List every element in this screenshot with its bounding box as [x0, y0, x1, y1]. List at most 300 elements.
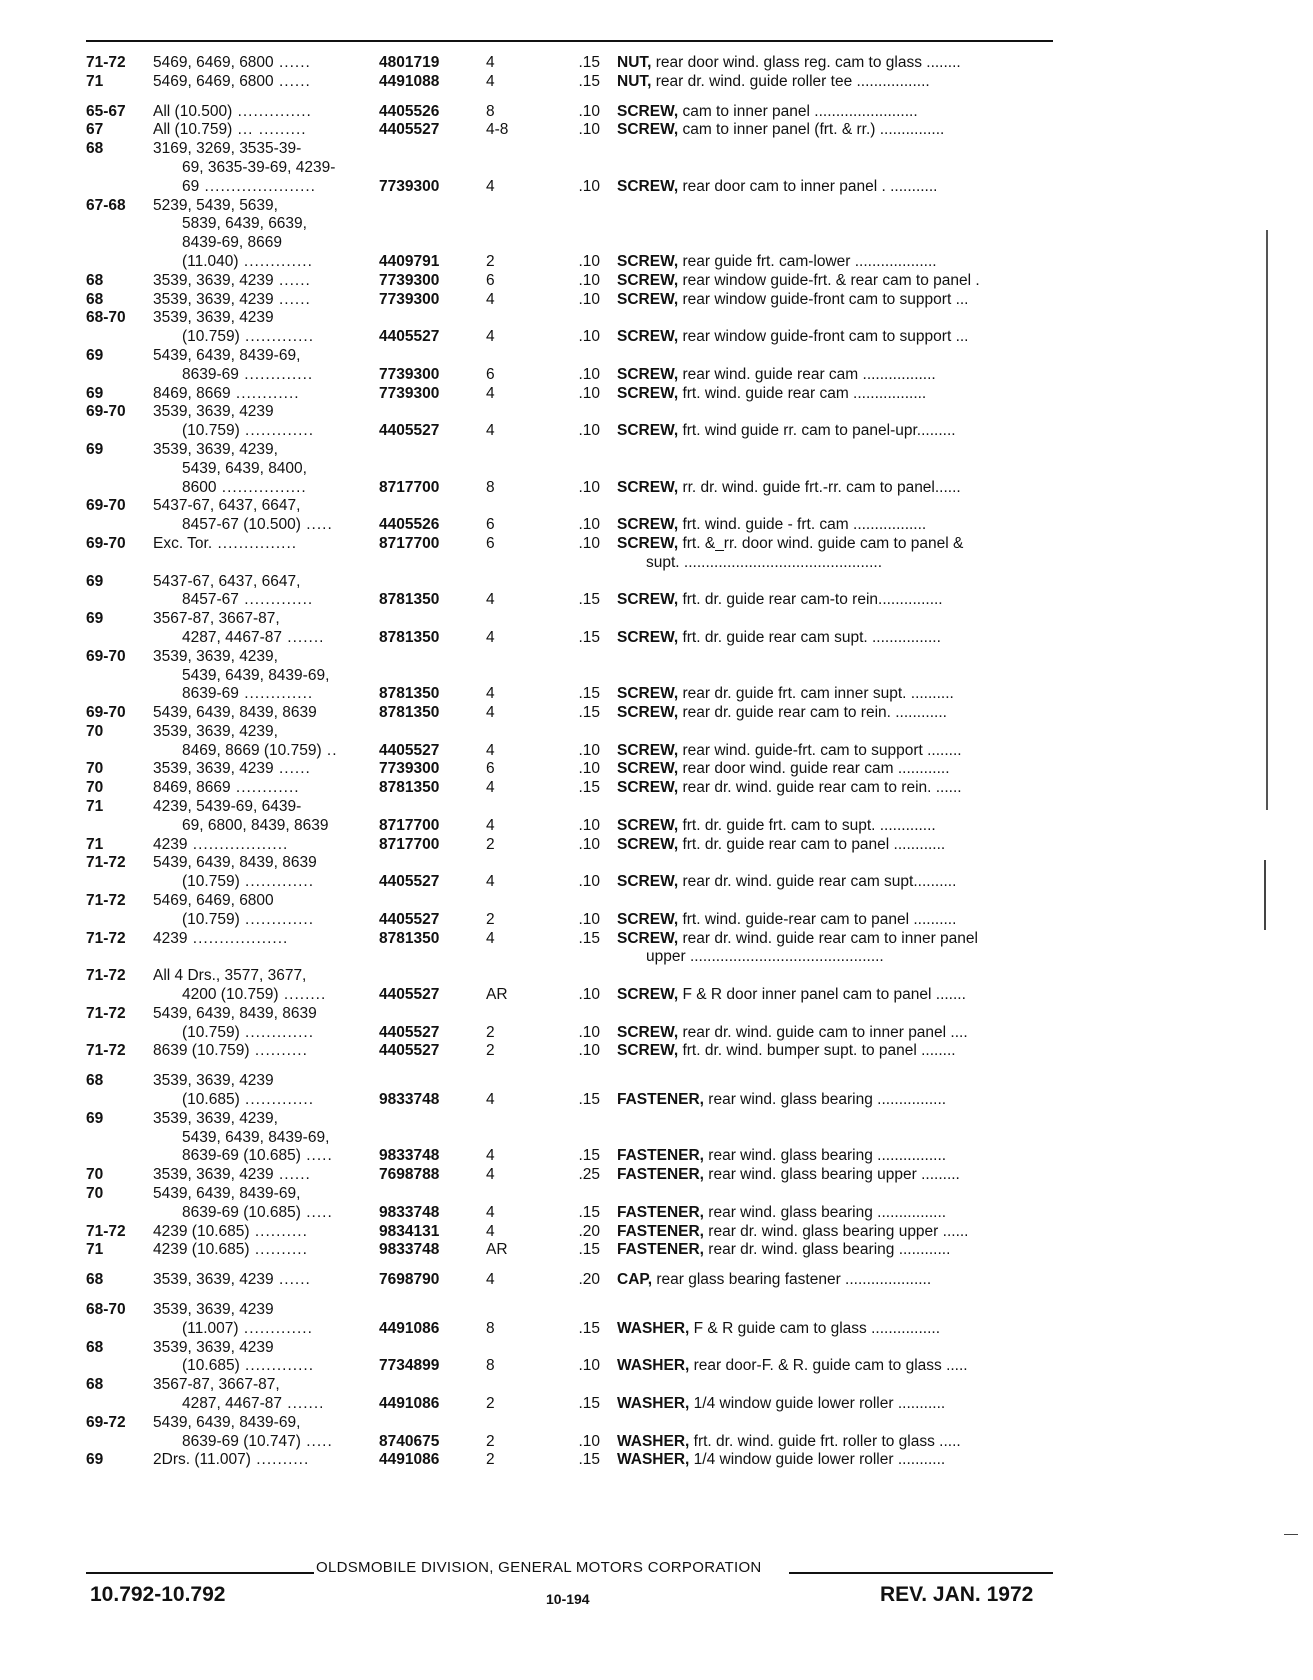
model-numbers — [182, 328, 314, 347]
part-number: 7734899 — [379, 1357, 440, 1375]
part-number: 4405526 — [379, 102, 440, 120]
part-description — [617, 1433, 961, 1452]
part-name: SCREW, — [617, 986, 679, 1004]
part-description — [617, 836, 945, 855]
leader-dots: ............. — [238, 591, 314, 609]
labor-hours: .15 — [578, 779, 600, 797]
part-description — [617, 1042, 956, 1061]
part-description-text: rear glass bearing fastener .................... — [652, 1271, 932, 1289]
model-numbers-text: 3539, 3639, 4239 — [153, 1271, 274, 1289]
part-description — [617, 1024, 968, 1043]
parts-row — [86, 817, 1056, 836]
parts-row — [86, 1024, 1056, 1043]
part-name: WASHER, — [617, 1432, 690, 1450]
model-numbers — [182, 253, 313, 272]
part-description-text: frt. &_rr. door wind. guide cam to panel & — [678, 534, 964, 552]
parts-row — [86, 892, 1056, 911]
part-name: SCREW, — [617, 121, 679, 139]
part-description-text: frt. wind. guide rear cam ................. — [678, 384, 927, 402]
model-numbers — [153, 648, 278, 667]
part-number: 4405527 — [379, 741, 440, 759]
model-numbers — [182, 1395, 324, 1414]
labor-hours: .10 — [578, 816, 600, 834]
part-description — [617, 54, 961, 73]
part-number: 7739300 — [379, 365, 440, 383]
parts-row — [86, 1414, 1056, 1433]
leader-dots: ................ — [216, 478, 307, 496]
part-description — [617, 121, 944, 140]
part-number: 4405527 — [379, 986, 440, 1004]
labor-hours: .20 — [578, 1271, 600, 1289]
parts-row — [86, 1241, 1056, 1260]
footer-rule-right — [789, 1572, 1053, 1574]
quantity: 4 — [486, 929, 495, 947]
quantity: 4 — [486, 591, 495, 609]
parts-row — [86, 1433, 1056, 1452]
leader-dots: .................. — [187, 929, 289, 947]
parts-row — [86, 948, 1056, 967]
parts-row — [86, 1185, 1056, 1204]
labor-hours: .10 — [578, 384, 600, 402]
model-numbers — [153, 704, 317, 723]
part-number: 8781350 — [379, 704, 440, 722]
model-numbers — [153, 403, 274, 422]
quantity: 4 — [486, 54, 495, 71]
part-name: SCREW, — [617, 384, 679, 402]
model-numbers-text: 5437-67, 6437, 6647, — [153, 497, 301, 515]
parts-row — [86, 610, 1056, 629]
model-numbers-text: 3539, 3639, 4239 — [153, 1166, 274, 1184]
labor-hours: .10 — [578, 516, 600, 534]
model-year: 71-72 — [86, 929, 126, 947]
parts-row — [86, 854, 1056, 873]
model-numbers-text: 3539, 3639, 4239, — [153, 440, 278, 458]
model-year: 71-72 — [86, 892, 126, 910]
part-description — [617, 742, 962, 761]
model-numbers — [153, 309, 274, 328]
parts-row — [86, 930, 1056, 949]
model-numbers — [153, 1339, 274, 1358]
labor-hours: .15 — [578, 929, 600, 947]
parts-row — [86, 234, 1056, 253]
labor-hours: .25 — [578, 1166, 600, 1184]
part-name: SCREW, — [617, 328, 679, 346]
model-numbers — [153, 1414, 300, 1433]
model-numbers — [182, 1024, 314, 1043]
model-numbers — [153, 1223, 308, 1242]
part-number: 4405527 — [379, 422, 440, 440]
model-numbers — [153, 140, 301, 159]
quantity: 4 — [486, 422, 495, 440]
leader-dots: .......... — [249, 1042, 308, 1060]
quantity: 8 — [486, 1357, 495, 1375]
model-numbers — [182, 1129, 329, 1148]
part-description-text: rear wind. glass bearing ................ — [703, 1091, 947, 1109]
model-numbers-text: 5439, 6439, 8439-69, — [153, 346, 301, 364]
leader-dots: ..................... — [199, 177, 316, 195]
part-description-text: rear dr. wind. glass bearing ............ — [703, 1241, 951, 1259]
part-name: SCREW, — [617, 102, 679, 120]
labor-hours: .10 — [578, 328, 600, 346]
model-numbers-text: 5439, 6439, 8439-69, — [182, 666, 330, 684]
model-year: 69-70 — [86, 704, 126, 722]
part-name: SCREW, — [617, 685, 679, 703]
labor-hours: .20 — [578, 1222, 600, 1240]
part-name: FASTENER, — [617, 1241, 704, 1259]
part-description-text: rear door cam to inner panel . ........... — [678, 177, 938, 195]
parts-row — [86, 497, 1056, 516]
quantity: 4 — [486, 704, 495, 722]
part-description-text: rear wind. glass bearing ................ — [703, 1147, 947, 1165]
model-numbers-text: 69, 6800, 8439, 8639 — [182, 816, 329, 834]
parts-row — [86, 742, 1056, 761]
quantity: 4 — [486, 1271, 495, 1289]
quantity: 4 — [486, 384, 495, 402]
parts-row — [86, 309, 1056, 328]
model-year: 70 — [86, 760, 104, 778]
model-numbers-text: 3539, 3639, 4239, — [153, 722, 278, 740]
model-year: 68 — [86, 290, 104, 308]
parts-row — [86, 723, 1056, 742]
part-description — [617, 328, 969, 347]
parts-row — [86, 403, 1056, 422]
part-description-text: F & R door inner panel cam to panel ....... — [678, 986, 966, 1004]
part-description — [617, 704, 947, 723]
part-description-text: rear window guide-front cam to support ... — [678, 328, 969, 346]
part-number: 8740675 — [379, 1432, 440, 1450]
part-number: 9833748 — [379, 1091, 440, 1109]
part-description — [617, 1320, 940, 1339]
model-numbers — [182, 1091, 314, 1110]
footer-revision: REV. JAN. 1972 — [880, 1583, 1034, 1606]
part-name: FASTENER, — [617, 1166, 704, 1184]
model-year: 71-72 — [86, 854, 126, 872]
part-description-text: rear dr. wind. guide rear cam supt.......... — [678, 873, 957, 891]
part-name: SCREW, — [617, 478, 679, 496]
quantity: AR — [486, 1241, 508, 1259]
model-year: 69-70 — [86, 647, 126, 665]
parts-row — [86, 197, 1056, 216]
model-numbers-text: 69, 3635-39-69, 4239- — [182, 158, 336, 176]
quantity: 6 — [486, 534, 495, 552]
part-number: 7739300 — [379, 760, 440, 778]
model-year: 69-70 — [86, 497, 126, 515]
model-numbers — [153, 1042, 308, 1061]
leader-dots: .......... — [249, 1222, 308, 1240]
part-number: 7739300 — [379, 384, 440, 402]
model-numbers-text: 8639-69 (10.685) — [182, 1203, 301, 1221]
parts-row — [86, 291, 1056, 310]
parts-row — [86, 1166, 1056, 1185]
part-number: 4405526 — [379, 516, 440, 534]
model-year: 69 — [86, 1109, 104, 1127]
parts-row — [86, 1129, 1056, 1148]
model-numbers — [153, 535, 297, 554]
leader-dots: ..... — [300, 1203, 333, 1221]
leader-dots: ............... — [212, 534, 298, 552]
part-description — [617, 930, 978, 949]
part-description-text: rear dr. wind. guide rear cam to inner panel — [678, 929, 978, 947]
parts-row — [86, 121, 1056, 140]
model-numbers — [153, 272, 311, 291]
part-description — [617, 272, 980, 291]
part-description-text: rear dr. wind. guide rear cam to rein. ...... — [678, 779, 962, 797]
model-numbers-text: 4239 — [153, 835, 188, 853]
model-numbers-text: (10.759) — [182, 873, 240, 891]
model-numbers-text: Exc. Tor. — [153, 534, 213, 552]
part-number: 9833748 — [379, 1203, 440, 1221]
leader-dots: ........ — [278, 986, 327, 1004]
leader-dots: .............. — [232, 102, 312, 120]
quantity: 8 — [486, 1319, 495, 1337]
model-numbers — [153, 967, 306, 986]
part-description — [617, 535, 963, 554]
part-number: 4491086 — [379, 1319, 440, 1337]
part-description-text: 1/4 window guide lower roller ........... — [689, 1451, 946, 1469]
model-numbers-text: 8639-69 (10.747) — [182, 1432, 301, 1450]
part-number: 8717700 — [379, 835, 440, 853]
model-year: 68-70 — [86, 309, 126, 327]
part-description-text: frt. wind guide rr. cam to panel-upr......... — [678, 422, 956, 440]
labor-hours: .15 — [578, 1241, 600, 1259]
model-numbers — [182, 516, 333, 535]
part-description-text: frt. wind. guide - frt. cam ................. — [678, 516, 927, 534]
model-numbers-text: 5439, 6439, 8439-69, — [153, 1185, 301, 1203]
model-numbers-text: 3539, 3639, 4239 — [153, 403, 274, 421]
part-description — [617, 1357, 968, 1376]
leader-dots: ... ......... — [232, 121, 307, 139]
parts-row — [86, 422, 1056, 441]
labor-hours: .10 — [578, 835, 600, 853]
part-description-text: rear dr. guide frt. cam inner supt. .......... — [678, 685, 954, 703]
model-numbers — [182, 986, 326, 1005]
footer-rule-left — [86, 1572, 314, 1574]
part-description — [617, 422, 956, 441]
leader-dots: ...... — [273, 271, 311, 289]
quantity: 4 — [486, 72, 495, 90]
model-numbers — [182, 1204, 333, 1223]
model-numbers — [153, 1376, 280, 1395]
model-numbers — [182, 234, 282, 253]
parts-row — [86, 272, 1056, 291]
model-year: 67 — [86, 121, 104, 139]
labor-hours: .10 — [578, 102, 600, 120]
part-number: 8717700 — [379, 534, 440, 552]
labor-hours: .10 — [578, 271, 600, 289]
part-description-text: upper ............................................. — [646, 948, 884, 966]
part-number: 4405527 — [379, 1042, 440, 1060]
labor-hours: .10 — [578, 422, 600, 440]
model-numbers — [153, 798, 301, 817]
part-number: 8781350 — [379, 685, 440, 703]
part-description-text: rear wind. guide-frt. cam to support ........ — [678, 741, 962, 759]
labor-hours: .10 — [578, 760, 600, 778]
model-numbers — [153, 197, 278, 216]
part-name: FASTENER, — [617, 1091, 704, 1109]
part-description — [617, 1271, 931, 1290]
parts-row — [86, 54, 1056, 73]
parts-row — [86, 986, 1056, 1005]
leader-dots: ....... — [281, 1394, 325, 1412]
parts-row — [86, 460, 1056, 479]
part-number: 4491086 — [379, 1394, 440, 1412]
labor-hours: .15 — [578, 1203, 600, 1221]
quantity: 6 — [486, 365, 495, 383]
model-numbers — [153, 54, 311, 73]
part-number: 4405527 — [379, 910, 440, 928]
model-numbers-text: 3567-87, 3667-87, — [153, 610, 280, 628]
model-year: 68 — [86, 1072, 104, 1090]
model-numbers — [182, 629, 324, 648]
part-description — [617, 591, 943, 610]
footer-division: OLDSMOBILE DIVISION, GENERAL MOTORS CORPORATION — [316, 1559, 762, 1576]
leader-dots: .. — [321, 741, 338, 759]
parts-row — [86, 253, 1056, 272]
leader-dots: ....... — [281, 628, 325, 646]
model-numbers — [153, 1241, 308, 1260]
parts-row — [86, 215, 1056, 234]
model-year: 70 — [86, 779, 104, 797]
part-name: WASHER, — [617, 1451, 690, 1469]
model-numbers — [153, 1005, 317, 1024]
model-numbers — [182, 1357, 314, 1376]
parts-row — [86, 328, 1056, 347]
parts-row — [86, 1204, 1056, 1223]
part-number: 9834131 — [379, 1222, 440, 1240]
part-number: 7698790 — [379, 1271, 440, 1289]
model-numbers-text: All 4 Drs., 3577, 3677, — [153, 967, 307, 985]
model-year: 69-70 — [86, 403, 126, 421]
model-numbers-text: 4239, 5439-69, 6439- — [153, 798, 302, 816]
quantity: 4 — [486, 328, 495, 346]
model-numbers-text: 3539, 3639, 4239 — [153, 290, 274, 308]
quantity: 4 — [486, 1203, 495, 1221]
model-numbers-text: 3539, 3639, 4239 — [153, 1338, 274, 1356]
leader-dots: ............. — [239, 910, 315, 928]
model-year: 68 — [86, 271, 104, 289]
part-description — [617, 629, 941, 648]
model-numbers-text: 2Drs. (11.007) — [153, 1451, 251, 1469]
part-name: SCREW, — [617, 534, 679, 552]
model-year: 70 — [86, 1166, 104, 1184]
quantity: 2 — [486, 1023, 495, 1041]
model-numbers — [153, 347, 300, 366]
parts-row — [86, 366, 1056, 385]
quantity: 2 — [486, 1394, 495, 1412]
part-number: 8717700 — [379, 478, 440, 496]
model-numbers-text: 5439, 6439, 8439-69, — [182, 1128, 330, 1146]
part-description — [617, 366, 936, 385]
leader-dots: ............. — [239, 1091, 315, 1109]
model-numbers-text: 5439, 6439, 8400, — [182, 459, 307, 477]
parts-row — [86, 760, 1056, 779]
part-number: 8781350 — [379, 628, 440, 646]
parts-row — [86, 140, 1056, 159]
model-numbers — [182, 159, 335, 178]
parts-row — [86, 648, 1056, 667]
part-description — [617, 760, 950, 779]
labor-hours: .10 — [578, 252, 600, 270]
parts-row — [86, 1451, 1056, 1470]
parts-row — [86, 1271, 1056, 1290]
part-number: 4801719 — [379, 54, 440, 71]
parts-row — [86, 591, 1056, 610]
model-numbers-text: 3539, 3639, 4239 — [153, 309, 274, 327]
model-numbers — [153, 854, 317, 873]
labor-hours: .10 — [578, 290, 600, 308]
parts-row — [86, 1339, 1056, 1358]
model-numbers-text: 5839, 6439, 6639, — [182, 215, 307, 233]
model-numbers-text: 4287, 4467-87 — [182, 628, 282, 646]
parts-row — [86, 911, 1056, 930]
parts-row — [86, 573, 1056, 592]
leader-dots: ............. — [239, 1357, 315, 1375]
parts-row — [86, 1223, 1056, 1242]
parts-row — [86, 73, 1056, 92]
parts-row — [86, 1357, 1056, 1376]
part-name: FASTENER, — [617, 1147, 704, 1165]
parts-row — [86, 479, 1056, 498]
model-year: 71-72 — [86, 1042, 126, 1060]
margin-scan-mark — [1264, 860, 1266, 930]
model-year: 71 — [86, 72, 104, 90]
part-number: 9833748 — [379, 1241, 440, 1259]
model-numbers — [153, 760, 311, 779]
part-description-text: rear dr. wind. glass bearing upper ...... — [703, 1222, 969, 1240]
model-numbers-text: 8469, 8669 (10.759) — [182, 741, 322, 759]
parts-row — [86, 178, 1056, 197]
model-numbers-text: 8639 (10.759) — [153, 1042, 250, 1060]
model-numbers-text: 5469, 6469, 6800 — [153, 892, 274, 910]
model-numbers — [182, 685, 313, 704]
labor-hours: .15 — [578, 685, 600, 703]
part-description-text: frt. dr. guide rear cam to panel ............ — [678, 835, 946, 853]
model-year: 71-72 — [86, 967, 126, 985]
parts-row — [86, 1042, 1056, 1061]
quantity: 2 — [486, 1432, 495, 1450]
part-name: WASHER, — [617, 1357, 690, 1375]
part-description-text: rear wind. guide rear cam ................. — [678, 365, 936, 383]
model-year: 71-72 — [86, 54, 126, 71]
part-description-text: F & R guide cam to glass ................ — [689, 1319, 941, 1337]
model-year: 69 — [86, 1451, 104, 1469]
model-numbers — [182, 817, 329, 836]
model-numbers — [182, 667, 329, 686]
model-year: 69 — [86, 346, 104, 364]
part-description-text: rear door wind. guide rear cam ............ — [678, 760, 950, 778]
quantity: AR — [486, 986, 508, 1004]
leader-dots: ............ — [230, 779, 300, 797]
parts-row — [86, 1376, 1056, 1395]
model-numbers — [153, 1271, 311, 1290]
quantity: 2 — [486, 1042, 495, 1060]
model-numbers-text: 3539, 3639, 4239, — [153, 647, 278, 665]
part-description — [617, 1147, 946, 1166]
leader-dots: .......... — [250, 1451, 310, 1469]
row-spacer — [86, 92, 1056, 103]
part-name: SCREW, — [617, 835, 679, 853]
part-name: SCREW, — [617, 929, 679, 947]
leader-dots: ............. — [239, 328, 315, 346]
model-numbers-text: All (10.759) — [153, 121, 233, 139]
model-numbers-text: 8639-69 (10.685) — [182, 1147, 301, 1165]
model-numbers — [153, 73, 311, 92]
labor-hours: .10 — [578, 1042, 600, 1060]
part-number: 7739300 — [379, 290, 440, 308]
labor-hours: .15 — [578, 72, 600, 90]
quantity: 4 — [486, 290, 495, 308]
labor-hours: .10 — [578, 534, 600, 552]
